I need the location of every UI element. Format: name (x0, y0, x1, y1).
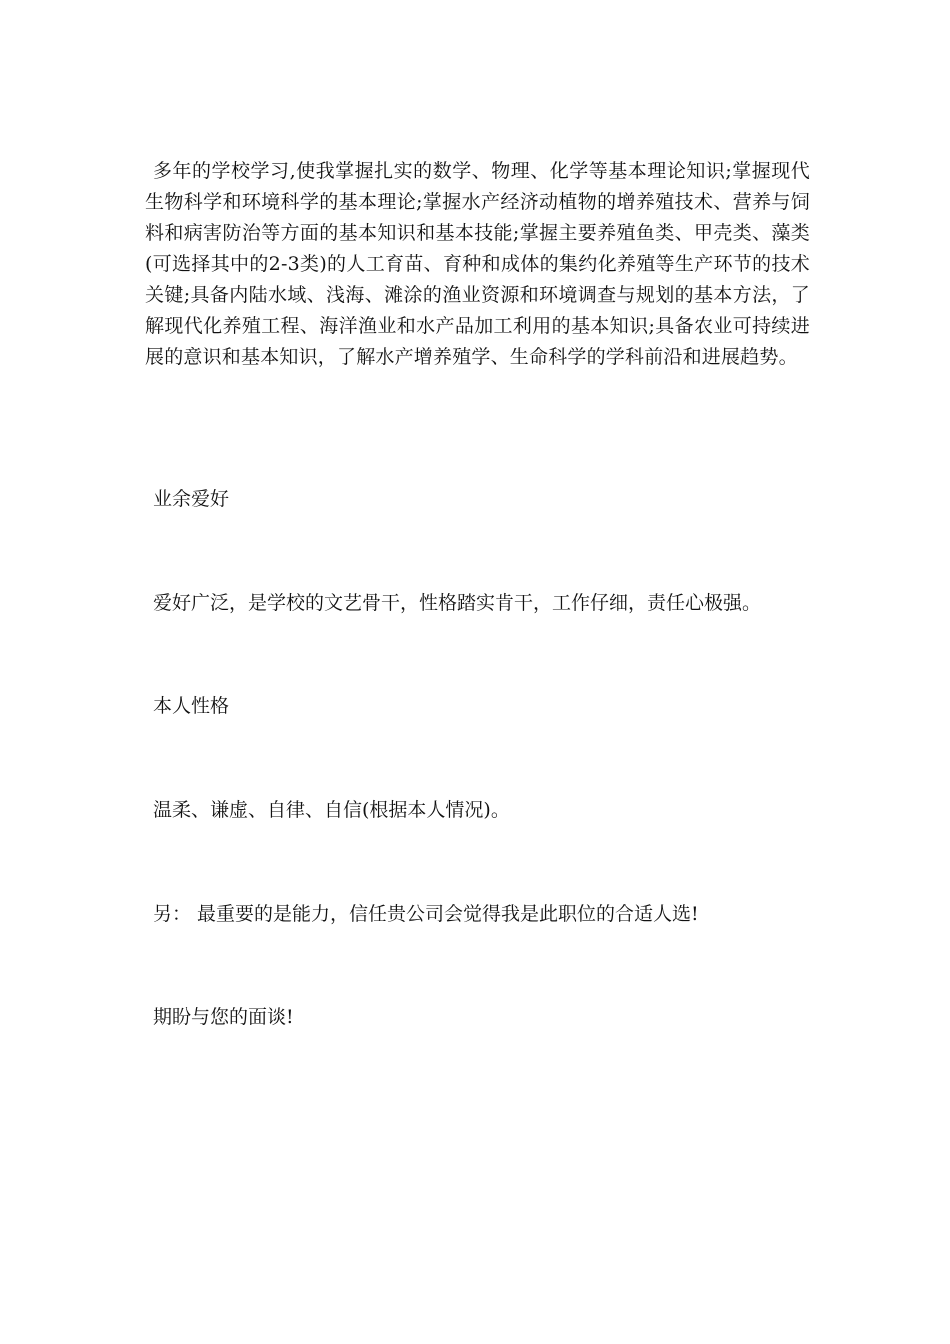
closing-text: 期盼与您的面谈! (153, 1006, 294, 1028)
personality-heading: 本人性格 (153, 695, 230, 717)
intro-paragraph: 多年的学校学习,使我掌握扎实的数学、物理、化学等基本理论知识;掌握现代生物科学和环境科学的基本理论;掌握水产经济动植物的增养殖技术、营养与饲料和病害防治等方面的基本知识和基本技能;掌握主要养殖鱼类、甲壳类、藻类(可选择其中的2-3类)的人工育苗、育种和成体的集约化养殖等生产环节的技术关键;具备内陆水域、浅海、滩涂的渔业资源和环境调查与规划的基本方法，了解现代化养殖工程、海洋渔业和水产品加工利用的基本知识;具备农业可持续进展的意识和基本知识，了解水产增养殖学、生命科学的学科前沿和进展趋势。 (145, 160, 810, 368)
hobby-heading: 业余爱好 (153, 488, 230, 510)
hobby-text: 爱好广泛，是学校的文艺骨干，性格踏实肯干，工作仔细，责任心极强。 (153, 592, 762, 614)
personality-text: 温柔、谦虚、自律、自信(根据本人情况)。 (153, 799, 510, 821)
note-text: 另： 最重要的是能力，信任贵公司会觉得我是此职位的合适人选! (153, 903, 699, 925)
